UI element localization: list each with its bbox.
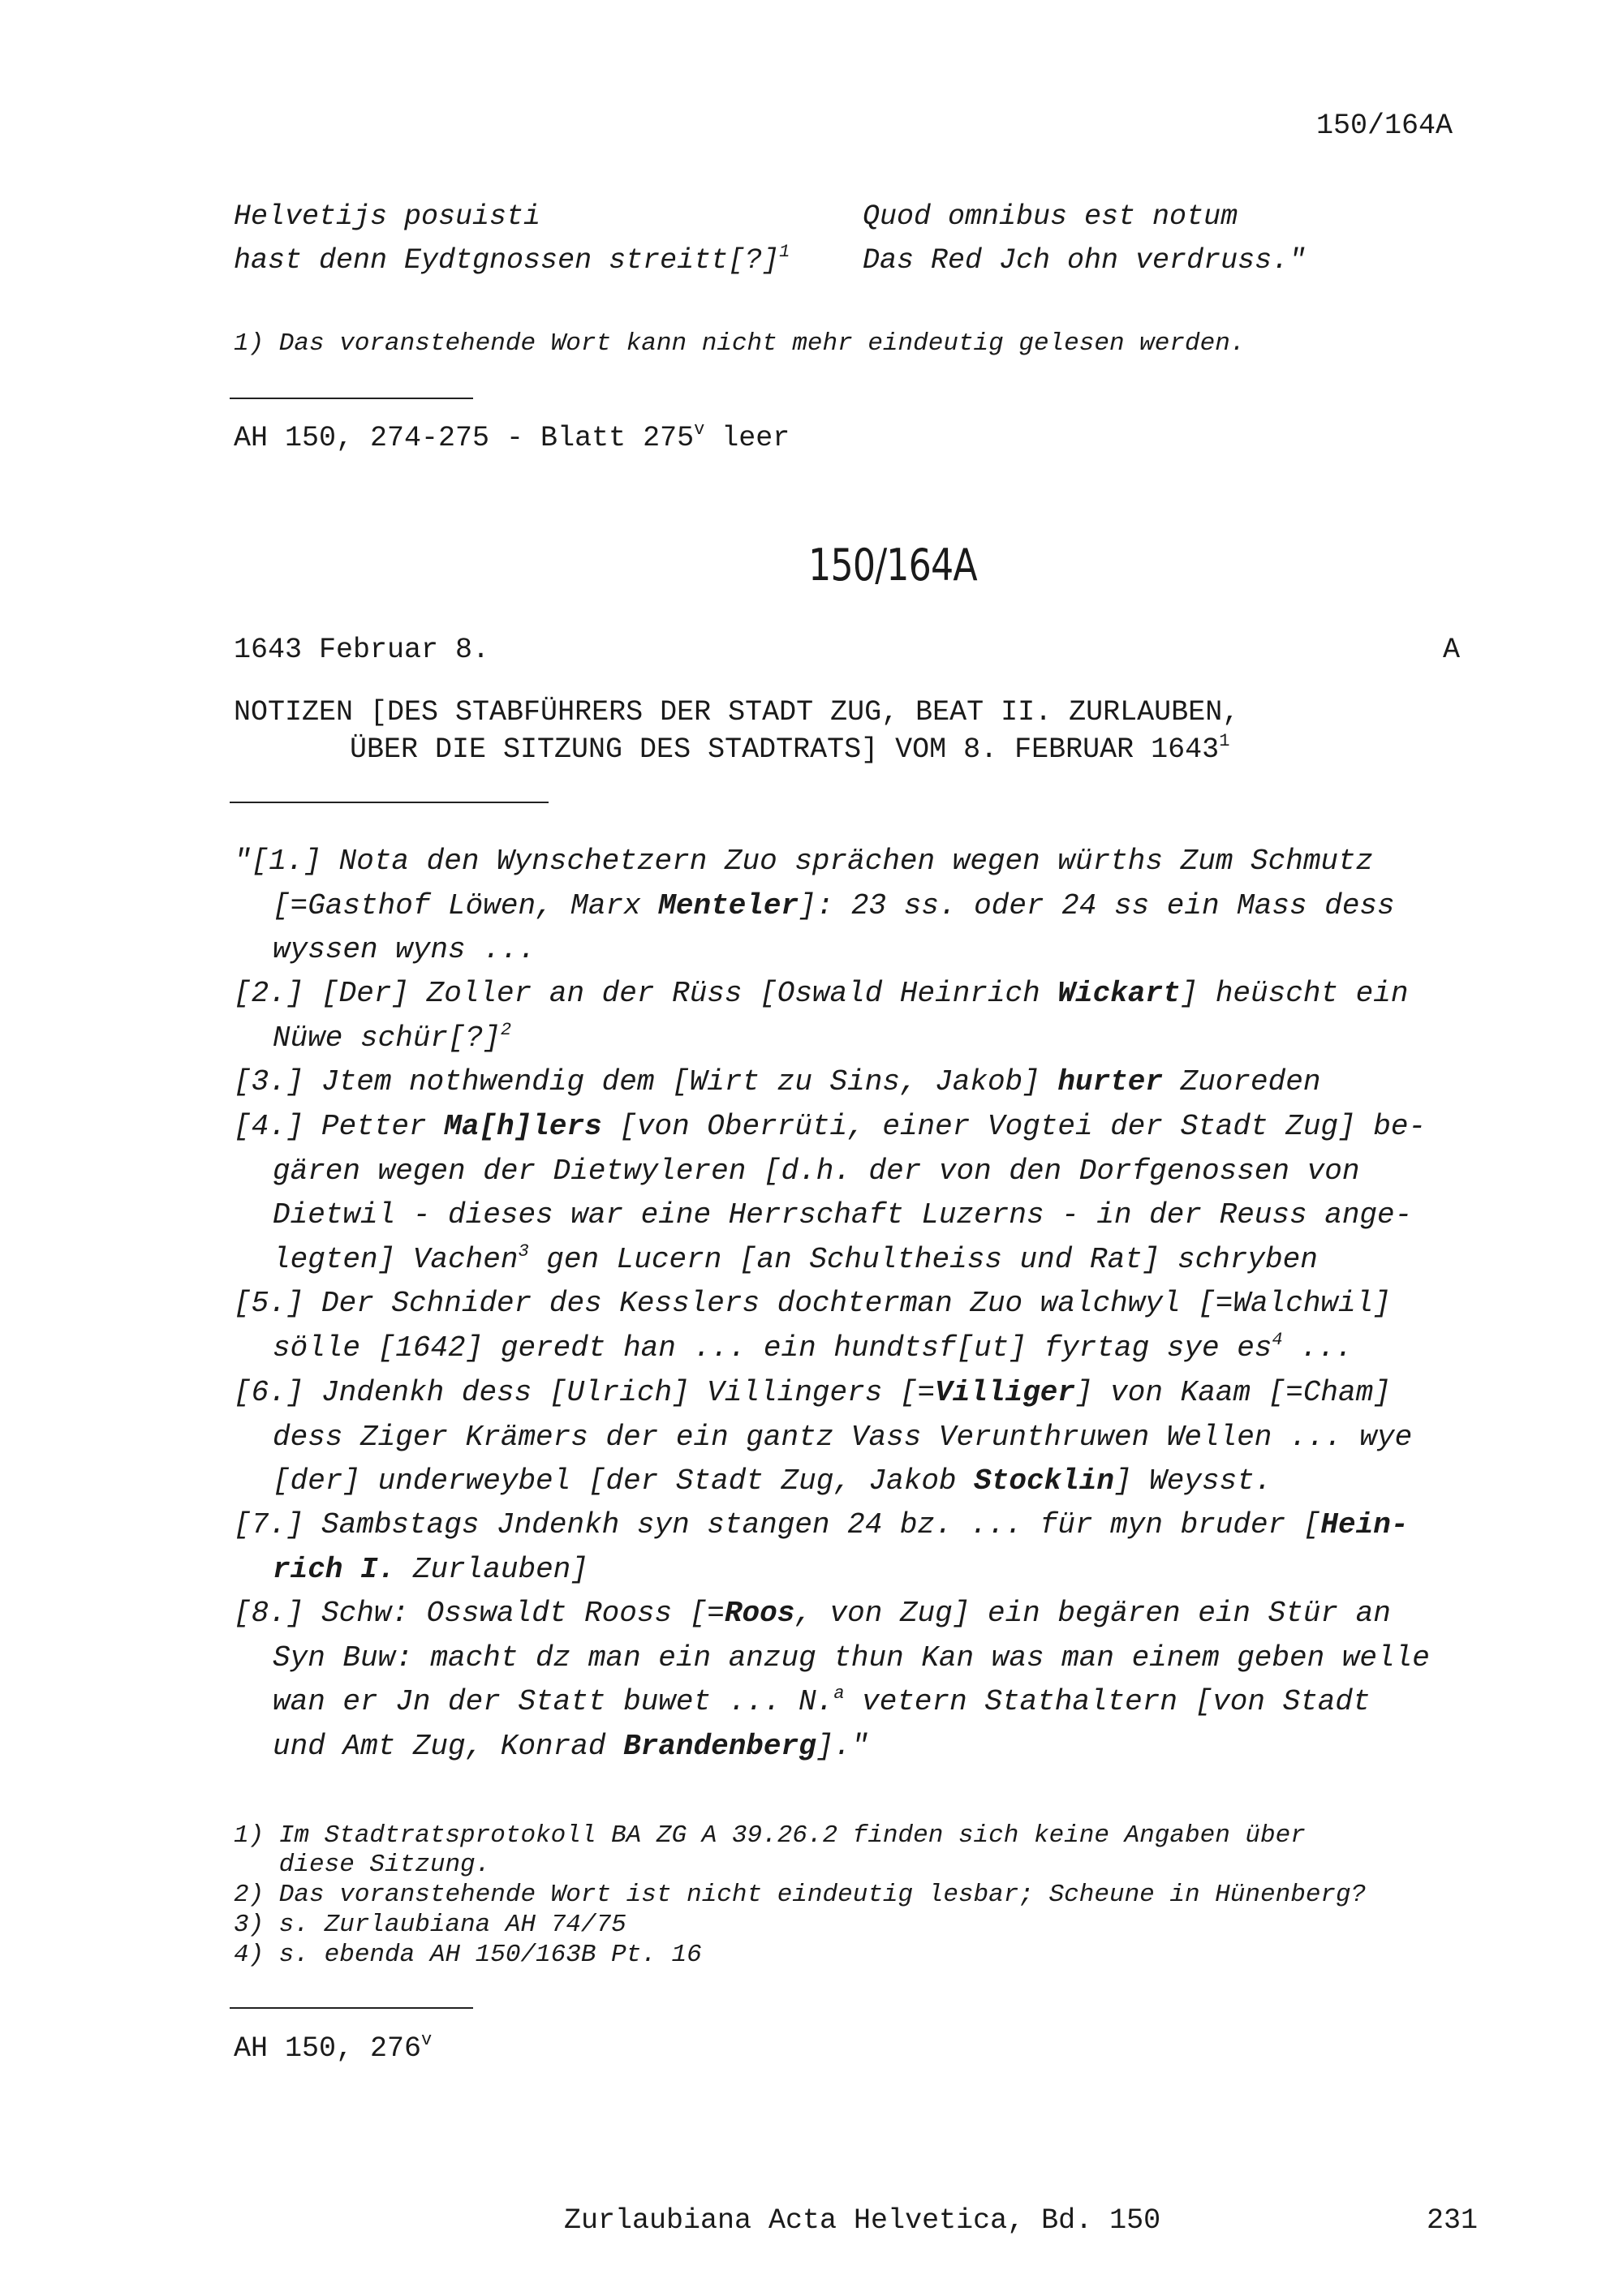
footnote-divider xyxy=(230,398,473,399)
entry-text: ] Weysst. xyxy=(1113,1464,1272,1498)
entry-text: und Amt Zug, Konrad xyxy=(273,1729,624,1763)
footnote-marker: a xyxy=(833,1683,845,1704)
entry-text: Zurlauben] xyxy=(395,1552,588,1586)
entry-line xyxy=(234,1017,1408,1061)
footnote-marker: 4 xyxy=(1272,1329,1283,1350)
entry-text: [6.] Jndenkh dess [Ulrich] Villingers [= xyxy=(234,1376,936,1409)
entry-line: dess Ziger Krämers der ein gantz Vass Verunthruwen Wellen ... wye xyxy=(273,1420,1413,1454)
folio-verso-marker: v xyxy=(694,419,705,440)
person-name: Menteler xyxy=(658,888,799,922)
entry-line xyxy=(234,1238,1426,1283)
footnote-marker: 3 xyxy=(518,1240,529,1262)
entry-text: [8.] Schw: Osswaldt Rooss [= xyxy=(234,1597,725,1630)
entry-text: wan er Jn der Statt buwet ... N. xyxy=(273,1685,834,1718)
entry-line xyxy=(234,1680,1430,1725)
person-name: hurter xyxy=(1057,1065,1163,1099)
entry-line xyxy=(234,1592,1430,1636)
person-name: Brandenberg xyxy=(623,1729,816,1763)
footnote-marker: 1 xyxy=(779,242,790,262)
entry-text: [=Gasthof Löwen, Marx xyxy=(273,888,659,922)
entry-text: ]: 23 ss. oder 24 ss ein Mass dess xyxy=(799,888,1395,922)
entry-text: sölle [1642] geredt han ... ein hundtsf[ut] fyrtag sye es xyxy=(273,1331,1272,1365)
person-name: Villiger xyxy=(935,1376,1075,1409)
page-reference-top: 150/164A xyxy=(1316,110,1453,142)
entry-text: [4.] Petter xyxy=(234,1110,445,1143)
entry-2 xyxy=(234,972,1408,1060)
entry-line: [5.] Der Schnider des Kesslers dochterman Zuo walchwyl [=Walchwil] xyxy=(234,1287,1391,1320)
footnote-4: 4) s. ebenda AH 150/163B Pt. 16 xyxy=(234,1941,702,1969)
entry-3 xyxy=(234,1060,1320,1105)
footnote-divider xyxy=(230,2007,473,2009)
source-previous xyxy=(234,419,790,454)
entry-line: wyssen wyns ... xyxy=(273,933,536,966)
entry-text: ] heüscht ein xyxy=(1180,977,1409,1010)
entry-line: Syn Buw: macht dz man ein anzug thun Kan was man einem geben welle xyxy=(273,1640,1430,1675)
verse-line-2b: Das Red Jch ohn verdruss." xyxy=(863,244,1307,277)
entry-text: , von Zug] ein begären ein Stür an xyxy=(794,1597,1391,1630)
entry-line xyxy=(234,1105,1426,1150)
entry-6 xyxy=(234,1371,1412,1504)
entry-7 xyxy=(234,1503,1408,1592)
page-number: 231 xyxy=(1427,2204,1479,2237)
entry-text: [von Oberrüti, einer Vogtei der Stadt Zug] be- xyxy=(601,1110,1427,1143)
person-name: Ma[h]lers xyxy=(444,1110,602,1143)
entry-line xyxy=(234,1725,1430,1769)
entry-text: Nüwe schür[?] xyxy=(273,1021,501,1055)
footnote-3: 3) s. Zurlaubiana AH 74/75 xyxy=(234,1911,626,1939)
entry-text: [der] underweybel [der Stadt Zug, Jakob xyxy=(273,1464,975,1498)
footnote-1: 1) Im Stadtratsprotokoll BA ZG A 39.26.2 finden sich keine Angaben über xyxy=(234,1821,1306,1850)
person-name: Stocklin xyxy=(974,1464,1114,1498)
entry-1 xyxy=(234,840,1395,973)
verse-line-1a: Helvetijs posuisti xyxy=(234,200,541,233)
entry-text: gen Lucern [an Schultheiss und Rat] schryben xyxy=(528,1242,1318,1276)
entry-text: [3.] Jtem nothwendig dem [Wirt zu Sins, Jakob] xyxy=(234,1065,1058,1099)
verse-line-2a-text: hast denn Eydtgnossen streitt[?] xyxy=(234,244,780,277)
person-name: Roos xyxy=(724,1597,795,1630)
entry-line xyxy=(234,1503,1408,1548)
entry-text: legten] Vachen xyxy=(273,1242,519,1276)
entry-line xyxy=(234,1060,1320,1105)
entry-text: vetern Stathaltern [von Stadt xyxy=(844,1685,1371,1718)
entry-4 xyxy=(234,1105,1426,1282)
person-name: rich I. xyxy=(273,1552,396,1586)
footnote-previous: 1) Das voranstehende Wort kann nicht mehr eindeutig gelesen werden. xyxy=(234,329,1246,358)
person-name: Hein- xyxy=(1320,1508,1409,1541)
entry-text: ] von Kaam [=Cham] xyxy=(1074,1376,1391,1409)
person-name: Wickart xyxy=(1057,977,1181,1010)
entry-5 xyxy=(234,1282,1391,1370)
entry-line xyxy=(234,1548,1408,1593)
source-reference-text: AH 150, 276 xyxy=(234,2032,422,2065)
footnote-marker: 2 xyxy=(500,1019,512,1040)
document-number-heading: 150/164A xyxy=(808,540,977,591)
footer-publication-title: Zurlaubiana Acta Helvetica, Bd. 150 xyxy=(564,2204,1161,2237)
verse-line-1b: Quod omnibus est notum xyxy=(863,200,1238,233)
entry-line xyxy=(234,1460,1412,1504)
source-reference xyxy=(234,2032,432,2065)
footnote-1-continuation: diese Sitzung. xyxy=(234,1851,491,1879)
entry-text: Zuoreden xyxy=(1163,1065,1321,1099)
entry-text: ... xyxy=(1282,1331,1354,1365)
document-type: A xyxy=(1443,634,1461,666)
entry-line: "[1.] Nota den Wynschetzern Zuo sprächen wegen würths Zum Schmutz xyxy=(234,845,1374,878)
footnote-marker: 1 xyxy=(1219,731,1230,751)
entry-text: ]." xyxy=(816,1729,869,1763)
entry-line xyxy=(234,972,1408,1017)
verse-line-2a xyxy=(234,244,790,277)
entry-line xyxy=(234,884,1395,929)
entry-text: [7.] Sambstags Jndenkh syn stangen 24 bz. ... für myn bruder [ xyxy=(234,1508,1321,1541)
entry-8 xyxy=(234,1592,1430,1769)
document-title-line-2 xyxy=(350,733,1229,766)
entry-line xyxy=(234,1326,1391,1371)
title-divider xyxy=(230,802,549,803)
source-previous-text: AH 150, 274-275 - Blatt 275 xyxy=(234,422,695,454)
entry-line: gären wegen der Dietwyleren [d.h. der von den Dorfgenossen von xyxy=(273,1154,1360,1188)
document-date: 1643 Februar 8. xyxy=(234,634,490,666)
entry-line xyxy=(234,1371,1412,1416)
folio-verso-marker: v xyxy=(421,2030,433,2050)
entry-line: Dietwil - dieses war eine Herrschaft Luzerns - in der Reuss ange- xyxy=(273,1198,1413,1232)
document-title-line-2-text: ÜBER DIE SITZUNG DES STADTRATS] VOM 8. FEBRUAR 1643 xyxy=(350,733,1220,766)
source-previous-tail: leer xyxy=(704,422,790,454)
document-title-line-1: NOTIZEN [DES STABFÜHRERS DER STADT ZUG, BEAT II. ZURLAUBEN, xyxy=(234,696,1240,729)
entry-text: [2.] [Der] Zoller an der Rüss [Oswald Heinrich xyxy=(234,977,1058,1010)
footnote-2: 2) Das voranstehende Wort ist nicht eindeutig lesbar; Scheune in Hünenberg? xyxy=(234,1881,1367,1909)
